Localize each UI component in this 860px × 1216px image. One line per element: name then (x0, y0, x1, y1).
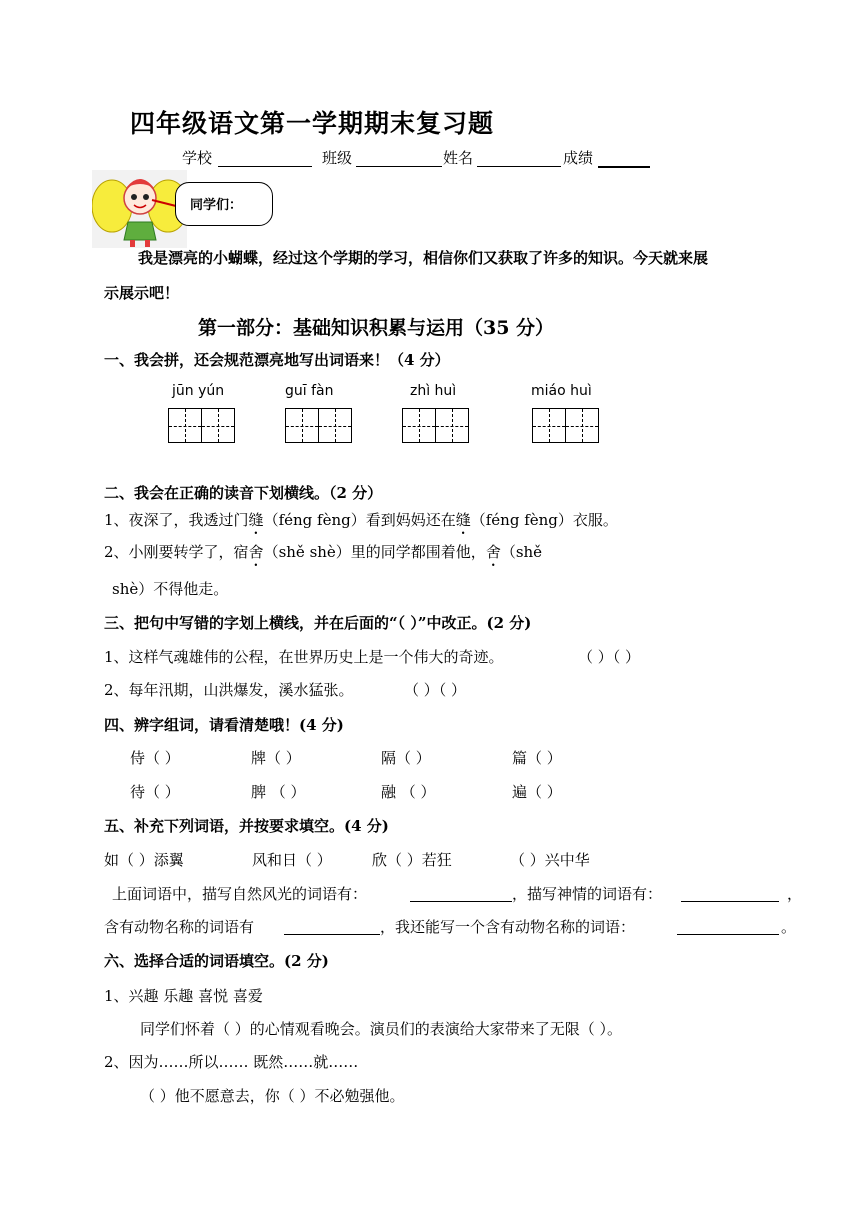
q5-word-2[interactable]: 风和日（ ） (252, 851, 332, 869)
q2-sentence-1 (104, 509, 618, 538)
q6-sentence-1[interactable]: 同学们怀着（ ）的心情观看晚会。演员们的表演给大家带来了无限（ ）。 (140, 1020, 623, 1038)
q5-blank-own-word[interactable] (677, 918, 779, 935)
score-label: 成绩 (563, 149, 594, 167)
q1-heading: 一、我会拼，还会规范漂亮地写出词语来！（4 分） (104, 351, 450, 369)
writing-grid-1[interactable] (168, 408, 235, 443)
q4-heading: 四、辨字组词，请看清楚哦！(4 分) (104, 716, 344, 734)
q2-s1-char-2: 缝 (455, 511, 471, 529)
writing-grid-2[interactable] (285, 408, 352, 443)
q5-blank-animal[interactable] (284, 918, 380, 935)
q5-line-3a: 含有动物名称的词语有 (104, 918, 255, 936)
q5-word-1[interactable]: 如（ ）添翼 (104, 851, 184, 869)
school-blank[interactable] (218, 150, 312, 167)
q4-r2-c2[interactable]: 脾 （ ） (251, 783, 306, 801)
q5-line-2-end: ， (787, 885, 803, 903)
q4-r1-c3[interactable]: 隔（ ） (381, 749, 431, 767)
q3-answer-1[interactable]: （ ）（ ） (578, 648, 641, 666)
q2-s2-text-b: （shě shè）里的同学都围着他， (263, 543, 486, 561)
q5-line-3b: ，我还能写一个含有动物名称的词语： (380, 918, 636, 936)
pinyin-4: miáo huì (531, 383, 592, 399)
class-label: 班级 (322, 149, 353, 167)
q2-s1-char-1: 缝 (248, 511, 264, 529)
q5-blank-expression[interactable] (681, 885, 779, 902)
q4-r1-c1[interactable]: 侍（ ） (130, 749, 180, 767)
q2-s2-text-d: （shě (500, 543, 543, 561)
page-title: 四年级语文第一学期期末复习题 (130, 109, 495, 138)
q3-sentence-2: 2、每年汛期，山洪爆发，溪水猛张。 (104, 681, 354, 699)
q5-word-3[interactable]: 欣（ ）若狂 (372, 851, 452, 869)
writing-grid-4[interactable] (532, 408, 599, 443)
q6-sentence-2[interactable]: （ ）他不愿意去，你（ ）不必勉强他。 (140, 1087, 405, 1105)
q4-r2-c4[interactable]: 遍（ ） (512, 783, 562, 801)
pinyin-1: jūn yún (172, 383, 225, 399)
name-label: 姓名 (443, 149, 474, 167)
intro-line-2: 示展示吧！ (104, 284, 180, 302)
q2-s1-text-b: （féng fèng）看到妈妈还在 (263, 511, 456, 529)
q5-heading: 五、补充下列词语，并按要求填空。(4 分) (104, 817, 389, 835)
q6-word-options-1: 1、兴趣 乐趣 喜悦 喜爱 (104, 987, 263, 1005)
q3-answer-2[interactable]: （ ）（ ） (404, 681, 467, 699)
class-blank[interactable] (356, 150, 442, 167)
q3-sentence-1: 1、这样气魂雄伟的公程，在世界历史上是一个伟大的奇迹。 (104, 648, 504, 666)
q4-r2-c3[interactable]: 融 （ ） (381, 783, 436, 801)
intro-line-1: 我是漂亮的小蝴蝶，经过这个学期的学习，相信你们又获取了许多的知识。今天就来展 (138, 249, 709, 267)
q2-s1-text-d: （féng fèng）衣服。 (470, 511, 618, 529)
q2-s2-char-1: 舍 (248, 543, 264, 561)
q2-s2-char-2: 舍 (485, 543, 501, 561)
q5-blank-scenery[interactable] (410, 885, 512, 902)
writing-grid-3[interactable] (402, 408, 469, 443)
q2-sentence-2-cont: shè）不得他走。 (112, 580, 229, 598)
speech-bubble (175, 182, 273, 226)
q3-heading: 三、把句中写错的字划上横线，并在后面的“（ ）”中改正。(2 分) (104, 614, 532, 632)
q2-heading: 二、我会在正确的读音下划横线。（2 分） (104, 484, 383, 502)
q6-heading: 六、选择合适的词语填空。(2 分) (104, 952, 329, 970)
q6-word-options-2: 2、因为……所以…… 既然……就…… (104, 1053, 359, 1071)
school-label: 学校 (182, 149, 213, 167)
bubble-text: 同学们： (190, 198, 243, 213)
butterfly-mascot-illustration (92, 170, 187, 248)
q5-line-3-end: 。 (781, 918, 797, 936)
q4-r1-c2[interactable]: 牌（ ） (251, 749, 301, 767)
q2-s1-text-a: 1、夜深了，我透过门 (104, 511, 249, 529)
q2-sentence-2 (104, 541, 542, 570)
q4-r1-c4[interactable]: 篇（ ） (512, 749, 562, 767)
name-blank[interactable] (477, 150, 561, 167)
q2-s2-text-a: 2、小刚要转学了，宿 (104, 543, 249, 561)
score-blank[interactable] (598, 150, 650, 168)
q5-line-2a: 上面词语中，描写自然风光的词语有： (112, 885, 368, 903)
pinyin-2: guī fàn (285, 383, 334, 399)
pinyin-3: zhì huì (410, 383, 457, 399)
q5-line-2b: ，描写神情的词语有： (512, 885, 663, 903)
part-one-heading: 第一部分：基础知识积累与运用（35 分） (198, 317, 555, 339)
q4-r2-c1[interactable]: 待（ ） (130, 783, 180, 801)
q5-word-4[interactable]: （ ）兴中华 (510, 851, 590, 869)
